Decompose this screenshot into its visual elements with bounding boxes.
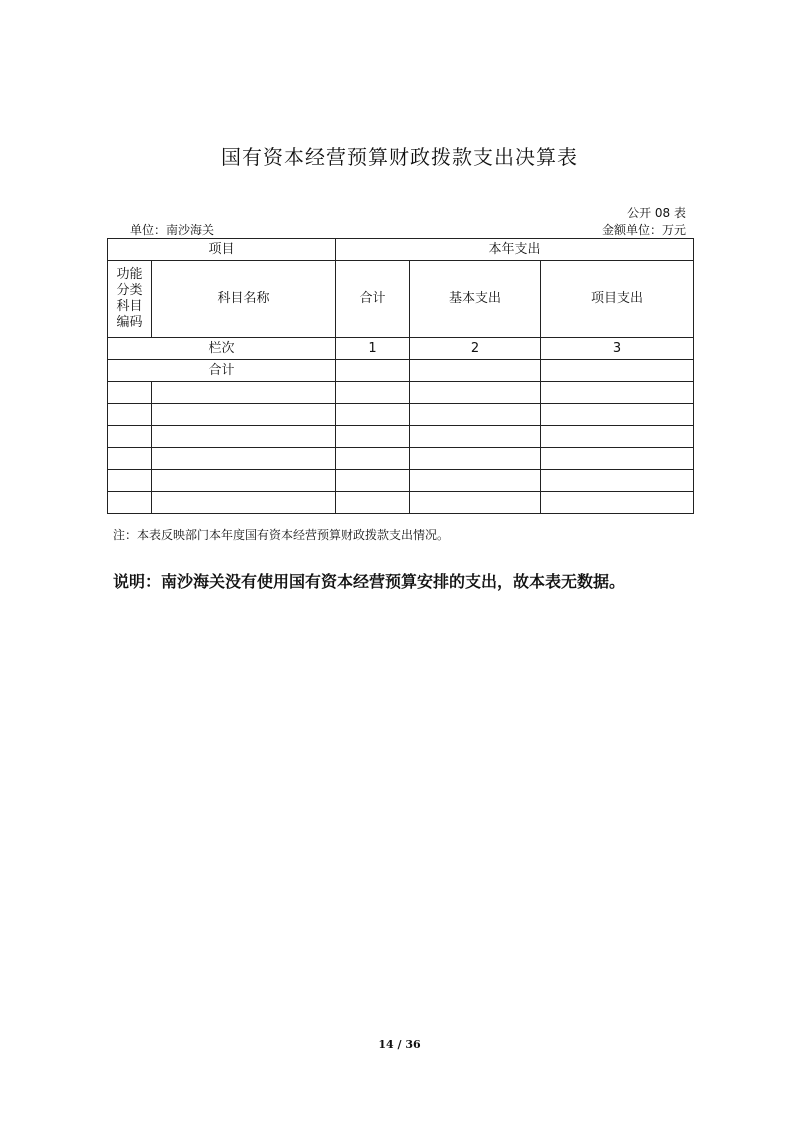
empty-cell [336, 470, 410, 492]
empty-cell [108, 426, 152, 448]
empty-cell [336, 426, 410, 448]
header-row-1 [108, 239, 694, 261]
table-row [108, 448, 694, 470]
empty-cell [152, 492, 336, 514]
empty-cell [541, 492, 694, 514]
empty-cell [152, 470, 336, 492]
table-row [108, 382, 694, 404]
empty-cell [336, 492, 410, 514]
empty-cell [152, 404, 336, 426]
table-row [108, 404, 694, 426]
header-project: 项目 [108, 239, 336, 261]
index-label: 栏次 [108, 338, 336, 360]
empty-cell [108, 404, 152, 426]
header-basic-expenditure: 基本支出 [410, 261, 541, 338]
code-line-4: 编码 [116, 315, 143, 330]
empty-cell [108, 470, 152, 492]
empty-cell [410, 492, 541, 514]
index-value: 3 [541, 338, 694, 360]
amount-unit: 金额单位：万元 [601, 223, 686, 237]
page-number: 14 / 36 [378, 1038, 421, 1051]
empty-cell [410, 448, 541, 470]
empty-cell [108, 448, 152, 470]
total-cell [410, 360, 541, 382]
table-row [108, 492, 694, 514]
header-subject-name: 科目名称 [152, 261, 336, 338]
table-row [108, 470, 694, 492]
header-total: 合计 [336, 261, 410, 338]
empty-cell [541, 470, 694, 492]
form-number: 公开 08 表 [627, 206, 686, 220]
empty-cell [336, 382, 410, 404]
header-row-2 [108, 261, 694, 338]
empty-cell [152, 448, 336, 470]
reporting-unit: 单位：南沙海关 [130, 223, 215, 237]
empty-cell [336, 404, 410, 426]
total-cell [541, 360, 694, 382]
header-function-code [108, 261, 152, 338]
empty-cell [541, 426, 694, 448]
code-line-3: 科目 [116, 299, 143, 314]
index-value: 1 [336, 338, 410, 360]
index-row [108, 338, 694, 360]
empty-cell [336, 448, 410, 470]
empty-cell [152, 382, 336, 404]
empty-cell [410, 382, 541, 404]
empty-cell [152, 426, 336, 448]
empty-cell [541, 382, 694, 404]
total-label: 合计 [108, 360, 336, 382]
code-line-2: 分类 [116, 283, 143, 298]
empty-cell [108, 492, 152, 514]
empty-cell [541, 404, 694, 426]
empty-cell [541, 448, 694, 470]
header-project-expenditure: 项目支出 [541, 261, 694, 338]
expenditure-table [107, 238, 694, 514]
empty-cell [410, 404, 541, 426]
table-title: 国有资本经营预算财政拨款支出决算表 [221, 145, 578, 169]
index-value: 2 [410, 338, 541, 360]
code-line-1: 功能 [116, 267, 143, 282]
empty-cell [108, 382, 152, 404]
header-current-year: 本年支出 [336, 239, 694, 261]
total-row [108, 360, 694, 382]
empty-cell [410, 426, 541, 448]
table-row [108, 426, 694, 448]
total-cell [336, 360, 410, 382]
table-note: 注：本表反映部门本年度国有资本经营预算财政拨款支出情况。 [113, 528, 450, 542]
empty-cell [410, 470, 541, 492]
explanation-text: 说明：南沙海关没有使用国有资本经营预算安排的支出，故本表无数据。 [113, 572, 626, 591]
